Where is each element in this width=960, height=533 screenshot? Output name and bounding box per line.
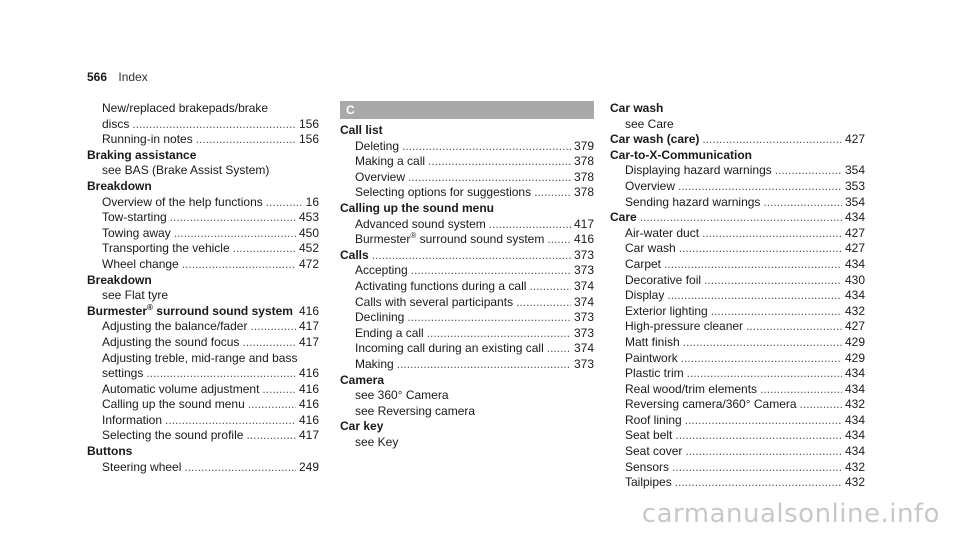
entry-text [355, 170, 405, 186]
page-ref: 373 [573, 310, 594, 325]
entry-text [102, 335, 239, 351]
dot-leader [547, 341, 571, 357]
entry-label: Adjusting the balance/fader [102, 319, 248, 334]
entry-text [355, 154, 425, 170]
entry-label: New/replaced brakepads/brake [102, 101, 269, 115]
page-ref: 434 [844, 256, 865, 271]
entry-label: Adjusting treble, mid-range and bass [102, 350, 298, 365]
page-ref: 16 [305, 194, 319, 209]
see-reference: see BAS (Brake Assist System) [102, 163, 270, 178]
entry-text [625, 319, 743, 335]
page-ref: 417 [298, 319, 319, 334]
dot-leader [704, 273, 842, 289]
entry-label: Car wash [625, 241, 676, 256]
page-ref: 472 [298, 256, 319, 271]
index-subentry [340, 310, 594, 326]
page-ref: 434 [844, 412, 865, 427]
dot-leader [427, 326, 571, 342]
entry-label: Tow-starting [102, 210, 167, 225]
entry-label: Transporting the vehicle [102, 241, 230, 256]
index-subentry [87, 241, 319, 257]
entry-text [102, 319, 247, 335]
dot-leader [681, 351, 842, 367]
page-ref: 432 [844, 459, 865, 474]
entry-label: Steering wheel [102, 459, 182, 474]
index-subentry [340, 139, 594, 155]
entry-label: Selecting options for suggestions [355, 185, 532, 200]
entry-text [102, 382, 259, 398]
entry-text [610, 132, 699, 148]
index-subentry [87, 351, 319, 382]
letter-heading: C [340, 101, 594, 119]
entry-label: Real wood/trim elements [625, 381, 758, 396]
registered-mark: ® [147, 302, 153, 312]
entry-label: Deleting [355, 138, 400, 153]
dot-leader [428, 154, 571, 170]
page-ref: 416 [298, 412, 319, 427]
page-number: 566 [87, 70, 108, 84]
entry-text [625, 351, 678, 367]
entry-text [625, 444, 682, 460]
entry-label: Matt finish [625, 334, 680, 349]
entry-text [625, 241, 676, 257]
index-heading: Camera [340, 372, 385, 387]
entry-label: Burmester [87, 303, 148, 318]
index-heading: Breakdown [87, 272, 152, 287]
page-ref: 432 [844, 303, 865, 318]
index-subentry [340, 357, 594, 373]
dot-leader [516, 295, 571, 311]
entry-label: High-pressure cleaner [625, 319, 744, 334]
entry-label: Display [625, 288, 665, 303]
page-ref: 378 [573, 185, 594, 200]
see-reference: see 360° Camera [355, 388, 449, 403]
entry-label: Car wash (care) [610, 132, 700, 147]
entry-label: Activating functions during a call [355, 278, 527, 293]
page-ref: 416 [573, 232, 594, 247]
entry-text [625, 304, 708, 320]
entry-label: Incoming call during an existing call [355, 341, 544, 356]
page-ref: 416 [298, 366, 319, 381]
dot-leader [679, 241, 842, 257]
entry-text [355, 185, 531, 201]
entry-label: Sensors [625, 459, 670, 474]
page-ref: 416 [298, 397, 319, 412]
index-subentry [610, 304, 865, 320]
page-ref: 156 [298, 116, 319, 131]
dot-leader [711, 304, 842, 320]
page-ref: 374 [573, 294, 594, 309]
page-ref: 429 [844, 350, 865, 365]
entry-label-cont: discs [102, 116, 130, 131]
page-ref: 453 [298, 210, 319, 225]
page-ref: 373 [573, 247, 594, 262]
entry-label: Declining [355, 310, 405, 325]
index-subentry [610, 382, 865, 398]
see-reference: see Care [625, 116, 674, 131]
entry-label: Care [610, 210, 637, 225]
watermark: carmanualsonline.info [641, 499, 940, 529]
dot-leader [683, 335, 842, 351]
index-subentry [610, 397, 865, 413]
dot-leader [763, 195, 842, 211]
index-subentry [87, 132, 319, 148]
section-title: Index [118, 70, 148, 84]
index-subentry [340, 263, 594, 279]
page-ref: 427 [844, 319, 865, 334]
index-column-1 [87, 101, 319, 475]
page-ref: 354 [844, 194, 865, 209]
index-heading [610, 210, 865, 226]
page-ref: 373 [573, 356, 594, 371]
page-ref: 434 [844, 444, 865, 459]
entry-text [625, 382, 757, 398]
index-subentry [340, 279, 594, 295]
dot-leader [132, 117, 296, 133]
index-subentry [340, 154, 594, 170]
page-ref: 417 [298, 334, 319, 349]
dot-leader [165, 413, 296, 429]
index-subentry [610, 428, 865, 444]
entry-text [355, 341, 544, 357]
dot-leader [372, 248, 571, 264]
index-subentry [87, 413, 319, 429]
dot-leader [489, 217, 571, 233]
entry-label: Displaying hazard warnings [625, 163, 772, 178]
entry-label: Plastic trim [625, 366, 684, 381]
index-heading: Car wash [610, 101, 664, 115]
entry-label: Burmester [355, 232, 411, 247]
entry-text [102, 132, 193, 148]
dot-leader [800, 397, 842, 413]
page-ref: 374 [573, 278, 594, 293]
entry-text [355, 139, 399, 155]
dot-leader [170, 210, 296, 226]
dot-leader [702, 226, 842, 242]
entry-text [625, 163, 772, 179]
page-ref: 429 [844, 334, 865, 349]
index-subentry [87, 397, 319, 413]
index-heading: Call list [340, 123, 383, 137]
entry-label: Seat belt [625, 428, 673, 443]
entry-label: Overview of the help functions [102, 194, 263, 209]
entry-text [102, 257, 179, 273]
entry-label: Running-in notes [102, 132, 193, 147]
entry-label: Ending a call [355, 325, 424, 340]
page-ref: 434 [844, 210, 865, 225]
entry-text [102, 241, 230, 257]
page-ref: 434 [844, 428, 865, 443]
entry-text [102, 460, 181, 476]
dot-leader [397, 357, 571, 373]
index-subentry [610, 366, 865, 382]
entry-text [102, 226, 171, 242]
index-heading [87, 304, 319, 320]
index-subentry [87, 226, 319, 242]
entry-label: Seat cover [625, 444, 683, 459]
entry-text [625, 397, 797, 413]
dot-leader [233, 241, 296, 257]
page-ref: 427 [844, 132, 865, 147]
dot-leader [675, 475, 842, 491]
page-ref: 417 [298, 428, 319, 443]
index-subentry [87, 257, 319, 273]
entry-label: Overview [355, 169, 406, 184]
dot-leader [184, 460, 296, 476]
entry-text [355, 279, 526, 295]
page-ref: 432 [844, 475, 865, 490]
entry-label: Calls with several participants [355, 294, 514, 309]
entry-text [625, 273, 701, 289]
dot-leader [667, 288, 842, 304]
entry-text [355, 295, 513, 311]
page-ref: 354 [844, 163, 865, 178]
entry-text [625, 195, 760, 211]
index-column-3 [610, 101, 865, 491]
page-ref: 452 [298, 241, 319, 256]
index-subentry [87, 195, 319, 211]
dot-leader [182, 257, 296, 273]
dot-leader [702, 132, 842, 148]
entry-label: Overview [625, 178, 676, 193]
entry-label: Reversing camera/360° Camera [625, 397, 797, 412]
entry-label: Tailpipes [625, 475, 672, 490]
dot-leader [534, 185, 571, 201]
page-ref: 434 [844, 366, 865, 381]
entry-text [87, 304, 293, 320]
entry-label: Selecting the sound profile [102, 428, 244, 443]
page-ref: 450 [298, 225, 319, 240]
index-subentry [610, 163, 865, 179]
page-ref: 432 [844, 397, 865, 412]
entry-text [355, 217, 486, 233]
index-heading [610, 132, 865, 148]
dot-leader [664, 257, 842, 273]
page-ref: 427 [844, 241, 865, 256]
entry-label: Wheel change [102, 256, 179, 271]
index-subentry [340, 326, 594, 342]
entry-text [625, 366, 684, 382]
entry-text [355, 232, 544, 248]
dot-leader [246, 428, 296, 444]
index-heading: Calling up the sound menu [340, 200, 494, 215]
dot-leader [672, 460, 842, 476]
dot-leader [248, 397, 296, 413]
index-subentry [340, 170, 594, 186]
page-ref: 378 [573, 169, 594, 184]
entry-text [102, 413, 162, 429]
dot-leader [685, 413, 842, 429]
index-subentry [610, 413, 865, 429]
entry-text [355, 326, 424, 342]
dot-leader [266, 195, 303, 211]
index-subentry [340, 185, 594, 201]
entry-text [625, 257, 661, 273]
dot-leader [775, 163, 842, 179]
entry-label: Sending hazard warnings [625, 194, 761, 209]
entry-text [625, 460, 669, 476]
entry-text [625, 335, 680, 351]
index-heading [340, 248, 594, 264]
dot-leader [760, 382, 842, 398]
index-subentry [610, 475, 865, 491]
index-subentry [87, 335, 319, 351]
page-ref: 353 [844, 178, 865, 193]
index-subentry [610, 179, 865, 195]
index-subentry [610, 195, 865, 211]
entry-text [355, 357, 394, 373]
index-subentry [610, 444, 865, 460]
index-heading: Braking assistance [87, 147, 197, 162]
dot-leader [678, 179, 842, 195]
index-heading: Car key [340, 419, 384, 434]
dot-leader [242, 335, 296, 351]
dot-leader [547, 232, 571, 248]
index-subentry [610, 257, 865, 273]
entry-label: Advanced sound system [355, 216, 486, 231]
page-ref: 434 [844, 381, 865, 396]
entry-label: Decorative foil [625, 272, 702, 287]
index-subentry [87, 428, 319, 444]
entry-label: Air-water duct [625, 225, 700, 240]
index-subentry [340, 217, 594, 233]
entry-text [625, 226, 699, 242]
entry-text [610, 210, 637, 226]
entry-text [102, 397, 245, 413]
entry-label: Automatic volume adjustment [102, 381, 260, 396]
entry-label: Calls [340, 247, 369, 262]
entry-label: Adjusting the sound focus [102, 334, 240, 349]
entry-text [355, 263, 408, 279]
dot-leader [640, 210, 842, 226]
index-heading: Buttons [87, 444, 133, 459]
index-subentry [610, 288, 865, 304]
entry-text [625, 179, 675, 195]
entry-text [102, 428, 243, 444]
page-ref: 379 [573, 138, 594, 153]
entry-text [340, 248, 369, 264]
entry-label: Information [102, 412, 163, 427]
entry-text [625, 428, 672, 444]
dot-leader [174, 226, 296, 242]
index-subentry [610, 351, 865, 367]
registered-mark: ® [410, 231, 417, 241]
dot-leader [685, 444, 842, 460]
entry-label: Exterior lighting [625, 303, 708, 318]
entry-label: Roof lining [625, 412, 682, 427]
entry-continuation [87, 117, 319, 133]
index-subentry [87, 210, 319, 226]
page-ref: 378 [573, 154, 594, 169]
index-column-2 [340, 101, 594, 450]
dot-leader [687, 366, 842, 382]
dot-leader [146, 366, 296, 382]
page-ref: 416 [298, 381, 319, 396]
index-subentry [610, 460, 865, 476]
page-ref: 417 [573, 216, 594, 231]
entry-text [102, 195, 263, 211]
index-subentry [610, 319, 865, 335]
page-ref: 427 [844, 225, 865, 240]
page-header [87, 70, 148, 84]
index-heading: Car-to-X-Communication [610, 147, 752, 162]
entry-label: Calling up the sound menu [102, 397, 245, 412]
entry-text [625, 288, 664, 304]
page-ref: 374 [573, 341, 594, 356]
page-ref: 430 [844, 272, 865, 287]
page-ref: 416 [298, 303, 319, 318]
entry-text [625, 475, 672, 491]
entry-text [102, 210, 167, 226]
dot-leader [408, 170, 571, 186]
dot-leader [407, 310, 571, 326]
see-reference: see Flat tyre [102, 288, 169, 303]
see-reference: see Reversing camera [355, 403, 476, 418]
page-ref: 373 [573, 325, 594, 340]
dot-leader [250, 319, 296, 335]
index-subentry [340, 232, 594, 248]
index-list [340, 123, 594, 450]
index-subentry [610, 335, 865, 351]
index-heading: Breakdown [87, 178, 152, 193]
dot-leader [746, 319, 842, 335]
index-subentry [87, 101, 319, 132]
entry-label: Making [355, 356, 394, 371]
entry-text [355, 310, 404, 326]
dot-leader [196, 132, 296, 148]
dot-leader [262, 382, 296, 398]
index-subentry [610, 226, 865, 242]
page-ref: 249 [298, 459, 319, 474]
see-reference: see Key [355, 434, 399, 449]
page-ref: 373 [573, 263, 594, 278]
dot-leader [402, 139, 571, 155]
dot-leader [529, 279, 571, 295]
entry-label: Making a call [355, 154, 426, 169]
dot-leader [411, 263, 571, 279]
index-subentry [610, 241, 865, 257]
entry-label: Carpet [625, 256, 662, 271]
dot-leader [675, 428, 842, 444]
index-subentry [610, 273, 865, 289]
index-subentry [87, 460, 319, 476]
entry-label: Towing away [102, 225, 171, 240]
entry-label-cont: settings [102, 366, 144, 381]
entry-label: Paintwork [625, 350, 678, 365]
page-ref: 156 [298, 132, 319, 147]
index-subentry [340, 341, 594, 357]
entry-label: Accepting [355, 263, 408, 278]
index-subentry [340, 295, 594, 311]
entry-label-cont: surround sound system [152, 303, 293, 318]
entry-label-cont: surround sound system [416, 232, 545, 247]
page-ref: 434 [844, 288, 865, 303]
entry-text [625, 413, 682, 429]
entry-continuation [87, 366, 319, 382]
index-subentry [87, 382, 319, 398]
index-subentry [87, 319, 319, 335]
